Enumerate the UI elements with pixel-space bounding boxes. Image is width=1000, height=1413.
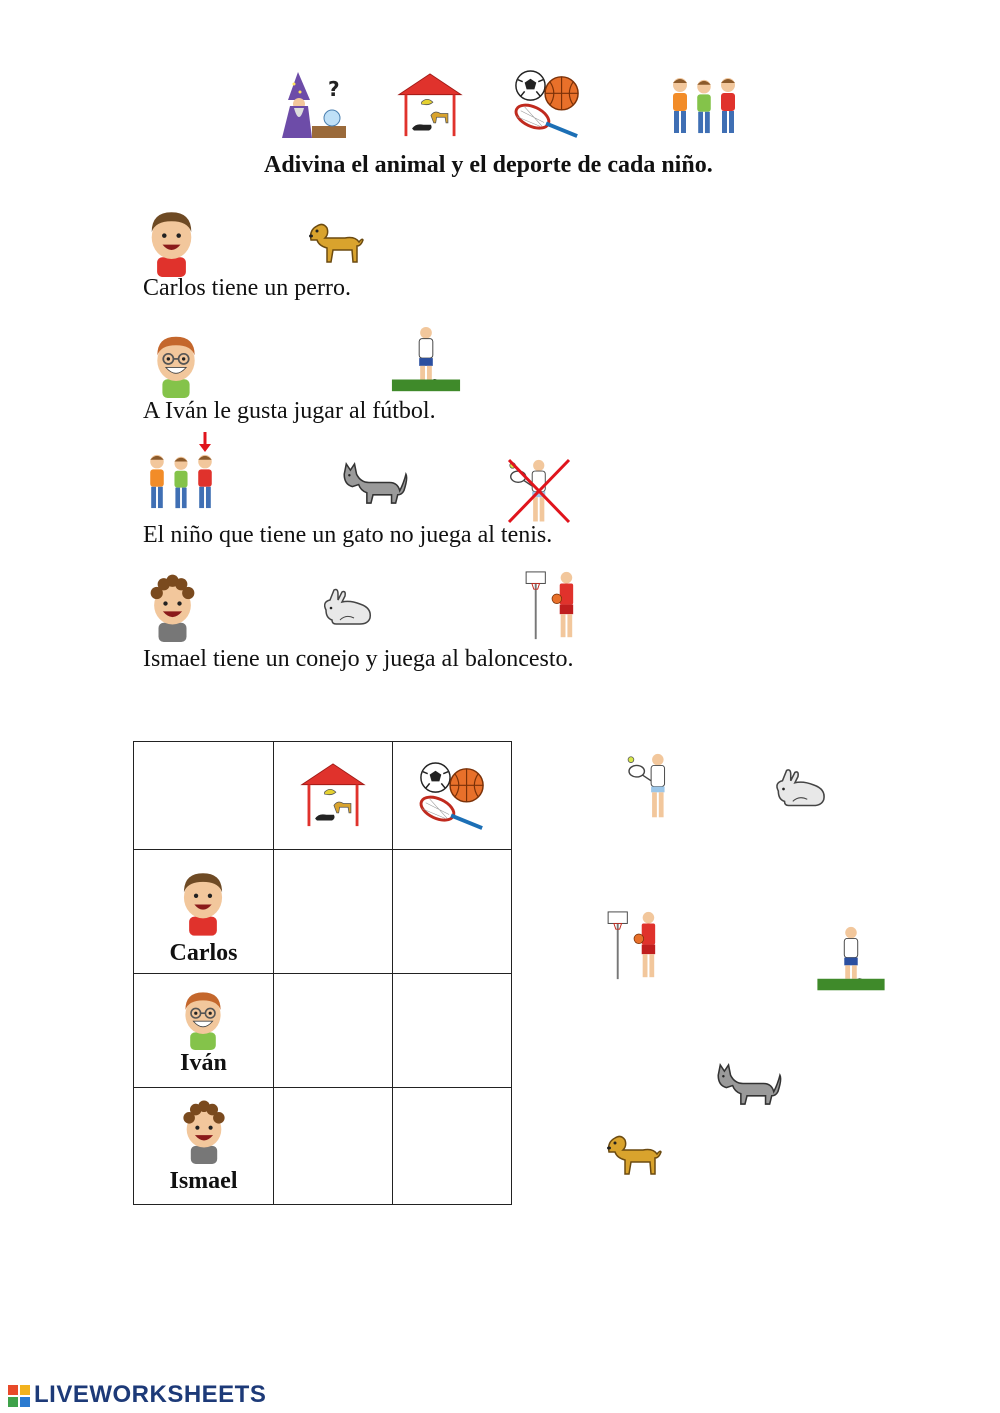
drop-cell-ivan-sport[interactable] (393, 974, 511, 1088)
answer-grid (133, 741, 512, 1205)
boy-ismael-icon (178, 1098, 230, 1164)
liveworksheets-logo (8, 1381, 266, 1409)
rabbit-icon[interactable] (768, 768, 830, 810)
clue-sentence-2: A Iván le gusta jugar al fútbol. (143, 398, 436, 424)
drop-cell-carlos-pet[interactable] (274, 850, 393, 974)
boy-ismael-icon (145, 572, 200, 642)
grid-header-sports (393, 742, 511, 850)
clue-sentence-3: El niño que tiene un gato no juega al tenis. (143, 522, 553, 548)
drop-cell-ivan-pet[interactable] (274, 974, 393, 1088)
boy-carlos-icon (177, 866, 229, 936)
boy-ivan-icon (150, 330, 202, 398)
dog-icon[interactable] (602, 1130, 664, 1180)
basketball-player-icon (522, 570, 584, 642)
tennis-player-icon[interactable] (622, 752, 686, 824)
pets-house-icon (395, 72, 465, 138)
grid-header-pets (274, 742, 393, 850)
rabbit-icon (316, 588, 376, 628)
sports-balls-icon (512, 70, 582, 138)
worksheet-title: Adivina el animal y el deporte de cada niño. (264, 152, 713, 178)
row-name-label: Carlos (169, 940, 238, 966)
no-tennis-icon (505, 456, 573, 528)
football-player-icon[interactable] (815, 925, 887, 997)
liveworksheets-logo-icon (8, 1385, 30, 1407)
row-name-label: Iván (180, 1050, 227, 1076)
three-children-icon (670, 75, 740, 135)
grid-row-carlos (134, 850, 274, 974)
clue-sentence-1: Carlos tiene un perro. (143, 275, 351, 301)
basketball-player-icon[interactable] (604, 910, 666, 982)
cat-icon[interactable] (710, 1058, 782, 1110)
dog-icon (305, 218, 365, 268)
boy-carlos-icon (144, 205, 199, 277)
pets-house-icon (298, 762, 368, 828)
drop-cell-carlos-sport[interactable] (393, 850, 511, 974)
grid-row-ismael (134, 1088, 274, 1204)
cat-icon (336, 458, 408, 508)
drop-cell-ismael-sport[interactable] (393, 1088, 511, 1204)
football-player-icon (390, 325, 462, 398)
row-name-label: Ismael (169, 1168, 238, 1194)
brand-name: LIVEWORKSHEETS (34, 1381, 267, 1408)
grid-row-ivan (134, 974, 274, 1088)
sports-balls-icon (417, 762, 487, 830)
grid-corner-cell (134, 742, 274, 850)
child-pointer-icon (145, 432, 217, 510)
wizard-guess-icon (280, 70, 350, 140)
boy-ivan-icon (178, 986, 228, 1050)
clue-sentence-4: Ismael tiene un conejo y juega al baloncesto. (143, 646, 574, 672)
drop-cell-ismael-pet[interactable] (274, 1088, 393, 1204)
